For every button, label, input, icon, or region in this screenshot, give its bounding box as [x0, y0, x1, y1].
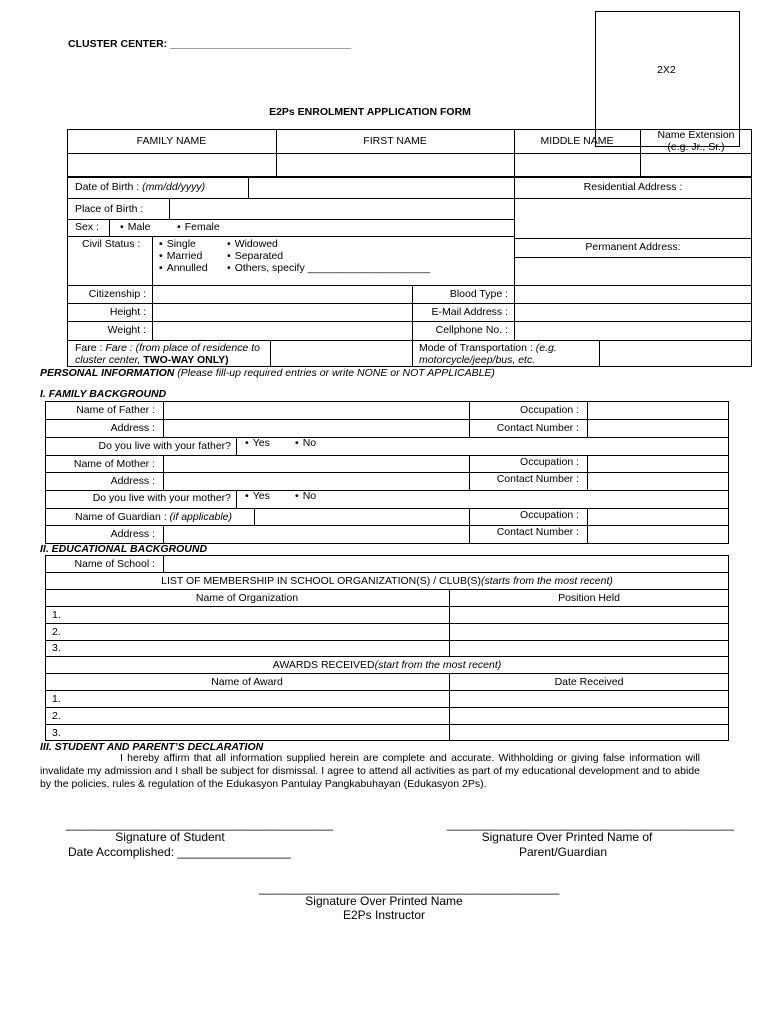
middle-name-header: MIDDLE NAME [540, 135, 614, 147]
sex-option-female[interactable]: • Female [177, 221, 220, 233]
height-label: Height : [109, 306, 146, 318]
live-with-father-no[interactable]: • No [295, 437, 316, 449]
live-with-father-label: Do you live with your father? [98, 440, 231, 452]
guardian-occupation-input[interactable] [588, 509, 728, 524]
height-input[interactable] [153, 304, 411, 320]
award-row-1-number: 1. [52, 693, 61, 705]
place-of-birth-input[interactable] [170, 199, 513, 218]
guardian-name-input[interactable] [255, 509, 468, 524]
live-with-mother-label: Do you live with your mother? [92, 492, 231, 504]
membership-title: LIST OF MEMBERSHIP IN SCHOOL ORGANIZATION(S) / CLUB(S)(starts from the most recent) [161, 575, 613, 587]
mother-name-input[interactable] [164, 456, 468, 471]
transport-input[interactable] [600, 341, 751, 366]
citizenship-input[interactable] [153, 286, 411, 302]
civil-others-specify[interactable]: • Others, specify _____________________ [227, 262, 430, 274]
email-label: E-Mail Address : [431, 306, 508, 318]
citizenship-label: Citizenship : [88, 288, 146, 300]
date-of-birth-input[interactable] [249, 178, 513, 197]
date-accomplished-field[interactable]: Date Accomplished: _________________ [68, 845, 291, 859]
father-address-label: Address : [110, 422, 155, 434]
date-of-birth-label: Date of Birth : (mm/dd/yyyy) [75, 181, 206, 193]
sex-option-male[interactable]: • Male [120, 221, 150, 233]
award-row-2-date-input[interactable] [450, 708, 728, 723]
photo-label: 2X2 [657, 64, 676, 76]
org-row-3-number: 3. [52, 642, 61, 654]
award-row-2-number: 2. [52, 710, 61, 722]
mother-contact-input[interactable] [588, 473, 728, 489]
father-contact-label: Contact Number : [496, 422, 579, 434]
award-row-3-number: 3. [52, 727, 61, 739]
first-name-input[interactable] [277, 155, 513, 176]
civil-separated[interactable]: • Separated [227, 250, 283, 262]
instructor-signature-label-1: Signature Over Printed Name [305, 894, 463, 908]
father-address-input[interactable] [164, 420, 468, 436]
cellphone-input[interactable] [515, 322, 751, 339]
father-name-label: Name of Father : [76, 404, 155, 416]
name-extension-input[interactable] [641, 155, 751, 176]
guardian-address-label: Address : [110, 528, 155, 540]
photo-box [595, 11, 740, 147]
weight-label: Weight : [107, 324, 146, 336]
cellphone-label: Cellphone No. : [435, 324, 508, 336]
fare-label-line2: cluster center, TWO-WAY ONLY) [75, 354, 229, 366]
email-input[interactable] [515, 304, 751, 320]
place-of-birth-label: Place of Birth : [75, 203, 144, 215]
org-row-1-name-input[interactable] [66, 607, 448, 622]
personal-info-heading: PERSONAL INFORMATION (Please fill-up required entries or write NONE or NOT APPLICABLE) [40, 367, 495, 379]
family-name-input[interactable] [68, 155, 275, 176]
weight-input[interactable] [153, 322, 411, 339]
guardian-occupation-label: Occupation : [520, 509, 579, 521]
sex-label: Sex : [75, 221, 99, 233]
civil-married[interactable]: • Married [159, 250, 202, 262]
guardian-contact-input[interactable] [588, 526, 728, 543]
guardian-address-input[interactable] [164, 526, 468, 543]
residential-address-input[interactable] [515, 199, 751, 237]
org-row-2-position-input[interactable] [450, 624, 728, 639]
awards-title: AWARDS RECEIVED(start from the most recent) [272, 659, 502, 671]
org-row-3-name-input[interactable] [66, 641, 448, 655]
fare-input[interactable] [271, 341, 411, 366]
award-row-1-name-input[interactable] [66, 691, 448, 706]
live-with-mother-no[interactable]: • No [295, 490, 316, 502]
father-name-input[interactable] [164, 402, 468, 418]
father-occupation-input[interactable] [588, 402, 728, 418]
cluster-center-field[interactable]: CLUSTER CENTER: _______________________________ [68, 38, 352, 50]
mother-occupation-label: Occupation : [520, 456, 579, 468]
name-extension-example: (e.g. Jr., Sr.) [667, 141, 725, 153]
position-held-header: Position Held [558, 592, 620, 604]
student-signature-line[interactable]: ________________________________________ [66, 817, 333, 831]
parent-signature-label-1: Signature Over Printed Name of [481, 830, 653, 844]
guardian-name-label: Name of Guardian : (if applicable) [75, 511, 232, 523]
student-signature-label: Signature of Student [115, 830, 225, 844]
org-row-1-number: 1. [52, 609, 61, 621]
father-contact-input[interactable] [588, 420, 728, 436]
guardian-contact-label: Contact Number : [496, 526, 579, 538]
live-with-mother-yes[interactable]: • Yes [245, 490, 270, 502]
permanent-address-label: Permanent Address: [585, 241, 681, 253]
org-row-3-position-input[interactable] [450, 641, 728, 655]
live-with-father-yes[interactable]: • Yes [245, 437, 270, 449]
award-row-2-name-input[interactable] [66, 708, 448, 723]
transport-label-line2: motorcycle/jeep/bus, etc. [419, 354, 536, 366]
permanent-address-input[interactable] [515, 258, 751, 284]
mother-occupation-input[interactable] [588, 456, 728, 471]
blood-type-input[interactable] [515, 286, 751, 302]
parent-signature-label-2: Parent/Guardian [518, 845, 608, 859]
form-title: E2Ps ENROLMENT APPLICATION FORM [269, 106, 471, 118]
family-name-header: FAMILY NAME [136, 135, 207, 147]
award-row-3-date-input[interactable] [450, 725, 728, 740]
middle-name-input[interactable] [515, 155, 639, 176]
mother-address-label: Address : [110, 475, 155, 487]
parent-signature-line[interactable]: ___________________________________________ [447, 817, 734, 831]
date-received-header: Date Received [554, 676, 624, 688]
declaration-text: I hereby affirm that all information supplied herein are complete and accurate. Withholding or giving false information will invalidate my admission and I shall be subject for dismissal. I agree to attend all activities as part of my educational development and to abide by the policies, rules & regulation of the Edukasyon Pantulay Pangkabuhayan (Edukasyon 2Ps). [40, 752, 700, 790]
org-name-header: Name of Organization [195, 592, 299, 604]
transport-label-line1: Mode of Transportation : (e.g. [419, 342, 557, 354]
blood-type-label: Blood Type : [449, 288, 508, 300]
mother-address-input[interactable] [164, 473, 468, 489]
org-row-2-number: 2. [52, 626, 61, 638]
father-occupation-label: Occupation : [520, 404, 579, 416]
award-row-3-name-input[interactable] [66, 725, 448, 740]
family-background-heading: I. FAMILY BACKGROUND [40, 388, 167, 400]
org-row-1-position-input[interactable] [450, 607, 728, 622]
fare-label-line1: Fare : Fare : (from place of residence to [75, 342, 260, 354]
org-row-2-name-input[interactable] [66, 624, 448, 639]
school-name-label: Name of School : [74, 558, 155, 570]
award-name-header: Name of Award [211, 676, 283, 688]
declaration-heading: III. STUDENT AND PARENT’S DECLARATION [40, 741, 264, 753]
civil-single[interactable]: • Single [159, 238, 196, 250]
civil-widowed[interactable]: • Widowed [227, 238, 278, 250]
civil-annulled[interactable]: • Annulled [159, 262, 208, 274]
residential-address-label: Residential Address : [583, 181, 683, 193]
mother-contact-label: Contact Number : [496, 473, 579, 485]
civil-status-label: Civil Status : [82, 238, 141, 250]
school-name-input[interactable] [164, 556, 728, 571]
award-row-1-date-input[interactable] [450, 691, 728, 706]
mother-name-label: Name of Mother : [73, 458, 155, 470]
name-extension-header: Name Extension [657, 129, 735, 141]
instructor-signature-line[interactable]: _____________________________________________ [259, 881, 560, 895]
instructor-signature-label-2: E2Ps Instructor [342, 908, 426, 922]
educational-background-heading: II. EDUCATIONAL BACKGROUND [40, 543, 208, 555]
first-name-header: FIRST NAME [363, 135, 427, 147]
